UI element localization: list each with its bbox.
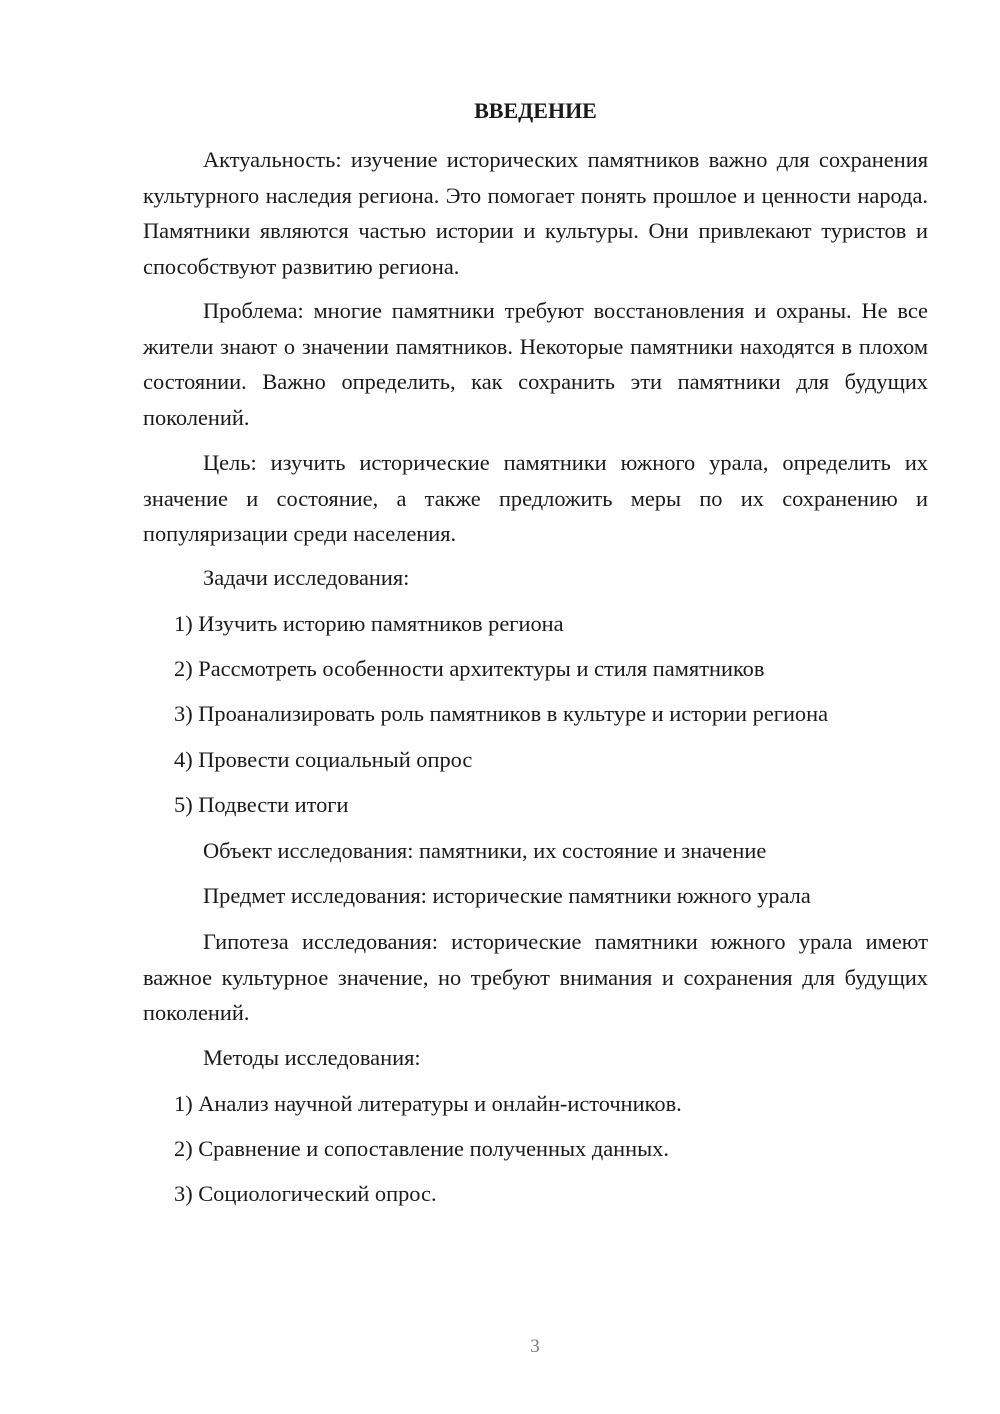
research-subject: Предмет исследования: исторические памятники южного урала xyxy=(203,883,811,908)
list-item: 2) Сравнение и сопоставление полученных данных. xyxy=(174,1136,669,1161)
list-item: 3) Проанализировать роль памятников в культуре и истории региона xyxy=(174,701,829,726)
list-item: 2) Рассмотреть особенности архитектуры и стиля памятников xyxy=(174,656,765,681)
methods-heading: Методы исследования: xyxy=(203,1045,421,1070)
tasks-heading: Задачи исследования: xyxy=(203,565,410,590)
relevance-paragraph: Актуальность: изучение исторических памятников важно для сохранения культурного наследия региона. Это помогает понять прошлое и ценности народа. Памятники являются частью истории и культуры. Они привлекают туристов и способствуют развитию региона. xyxy=(143,147,928,279)
hypothesis-paragraph: Гипотеза исследования: исторические памятники южного урала имеют важное культурное значение, но требуют внимания и сохранения для будущих поколений. xyxy=(143,929,928,1025)
goal-paragraph: Цель: изучить исторические памятники южного урала, определить их значение и состояние, а также предложить меры по их сохранению и популяризации среди населения. xyxy=(143,450,928,546)
list-item: 5) Подвести итоги xyxy=(174,792,349,817)
list-item: 1) Анализ научной литературы и онлайн-источников. xyxy=(174,1091,682,1116)
list-item: 1) Изучить историю памятников региона xyxy=(174,611,564,636)
list-item: 3) Социологический опрос. xyxy=(174,1181,437,1206)
problem-paragraph: Проблема: многие памятники требуют восстановления и охраны. Не все жители знают о значении памятников. Некоторые памятники находятся в плохом состоянии. Важно определить, как сохранить эти памятники для будущих поколений. xyxy=(143,298,928,430)
page-title: ВВЕДЕНИЕ xyxy=(474,98,597,123)
list-item: 4) Провести социальный опрос xyxy=(174,747,473,772)
research-object: Объект исследования: памятники, их состояние и значение xyxy=(203,838,767,863)
page-number: 3 xyxy=(530,1336,540,1357)
